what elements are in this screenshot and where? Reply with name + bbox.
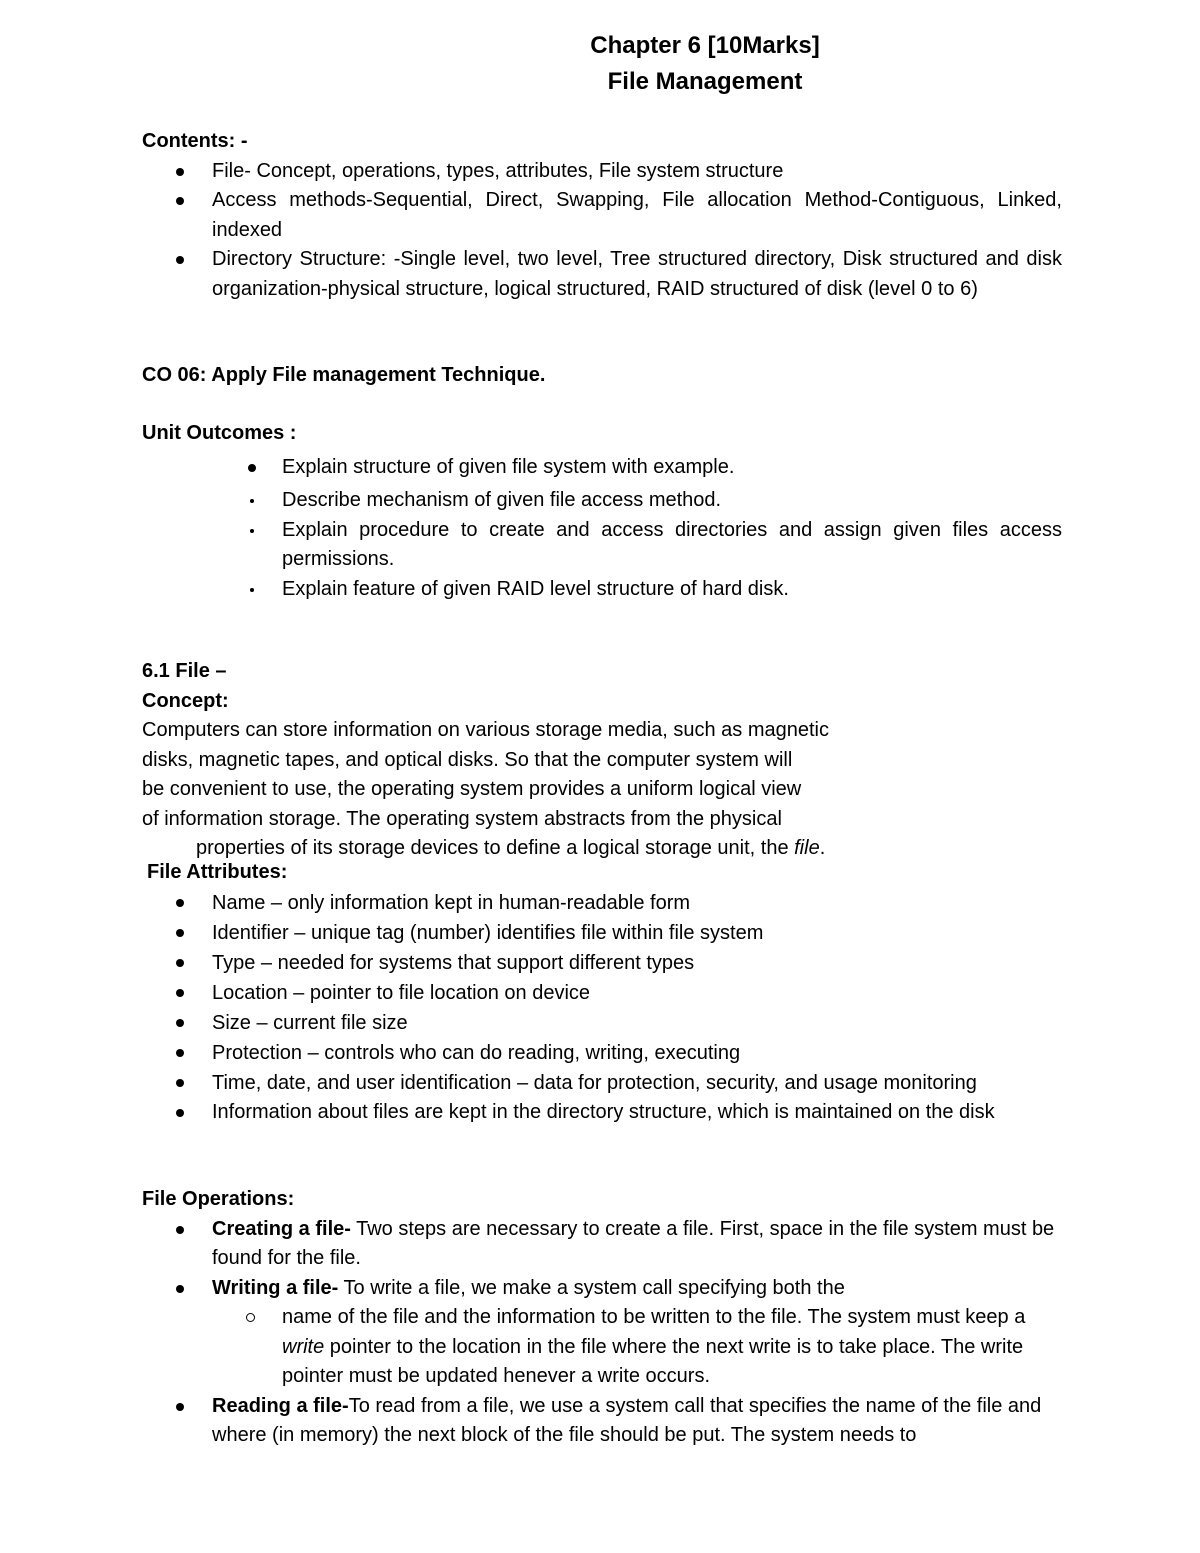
operation-text: To read from a file, we use a system call that specifies the name of the file and where (in memory) the next block of the file should be put. The system needs to	[212, 1394, 1042, 1446]
file-section	[142, 657, 1062, 864]
operation-name: Writing a file-	[212, 1276, 339, 1299]
operation-name: Creating a file-	[212, 1217, 351, 1240]
concept-text: properties of its storage devices to define a logical storage unit, the	[196, 837, 795, 859]
course-outcome: CO 06: Apply File management Technique.	[142, 364, 546, 386]
unit-outcomes-section	[142, 419, 1062, 604]
contents-list	[142, 157, 1062, 305]
contents-label: Contents: -	[142, 130, 248, 152]
list-item	[142, 1274, 1062, 1304]
operation-text: Two steps are necessary to create a file. First, space in the file system must be found for the file.	[212, 1217, 1055, 1269]
list-item: Name – only information kept in human-readable form	[142, 888, 1062, 918]
sub-text: pointer to the location in the file where the next write is to take place. The write pointer must be updated henever a write occurs.	[282, 1335, 1024, 1387]
concept-period: .	[819, 837, 826, 859]
chapter-heading: Chapter 6 [10Marks]	[590, 32, 820, 59]
operations-section	[142, 1185, 1062, 1451]
list-item: Directory Structure: -Single level, two level, Tree structured directory, Disk structured and disk organization-physical structure, logical structured, RAID structured of disk (level 0 to 6)	[142, 245, 1062, 304]
list-item: File- Concept, operations, types, attributes, File system structure	[142, 157, 1062, 187]
attributes-label: File Attributes:	[147, 861, 288, 883]
concept-line: Computers can store information on various storage media, such as magnetic	[142, 719, 830, 741]
list-item	[142, 1303, 1062, 1392]
sub-italic-word: write	[282, 1335, 325, 1358]
list-item: Information about files are kept in the directory structure, which is maintained on the disk	[142, 1098, 1062, 1127]
list-item: Type – needed for systems that support different types	[142, 948, 1062, 978]
concept-italic-word: file	[794, 837, 820, 859]
concept-line: disks, magnetic tapes, and optical disks. So that the computer system will	[142, 748, 793, 771]
operation-name: Reading a file-	[212, 1394, 349, 1417]
operation-text: To write a file, we make a system call specifying both the	[338, 1276, 845, 1299]
section-heading: 6.1 File –	[142, 660, 227, 682]
list-item: Protection – controls who can do reading, writing, executing	[142, 1038, 1062, 1068]
list-item: Access methods-Sequential, Direct, Swapping, File allocation Method-Contiguous, Linked, indexed	[142, 186, 1062, 245]
list-item: Explain procedure to create and access directories and assign given files access permissions.	[142, 516, 1062, 575]
list-item: Describe mechanism of given file access method.	[142, 486, 1062, 516]
concept-label: Concept:	[142, 689, 229, 712]
list-item: Identifier – unique tag (number) identifies file within file system	[142, 918, 1062, 948]
attributes-section	[142, 858, 1062, 1127]
unit-outcomes-label: Unit Outcomes :	[142, 422, 297, 444]
operations-label: File Operations:	[142, 1188, 295, 1210]
chapter-title: File Management	[607, 68, 803, 95]
writing-sub-list	[142, 1303, 1062, 1392]
list-item	[142, 1215, 1062, 1274]
list-item: Size – current file size	[142, 1008, 1062, 1038]
list-item: Explain structure of given file system with example.	[142, 453, 1062, 483]
concept-line: be convenient to use, the operating system provides a uniform logical view	[142, 778, 802, 800]
list-item: Time, date, and user identification – data for protection, security, and usage monitoring	[142, 1068, 1062, 1098]
contents-section	[142, 127, 1062, 304]
list-item	[142, 1392, 1062, 1451]
concept-line: of information storage. The operating system abstracts from the physical	[142, 807, 782, 830]
attributes-list	[142, 888, 1062, 1127]
sub-text: name of the file and the information to be written to the file. The system must keep a	[282, 1306, 1026, 1328]
list-item: Location – pointer to file location on device	[142, 978, 1062, 1008]
operations-list-continued	[142, 1392, 1062, 1451]
unit-outcomes-list	[142, 453, 1062, 605]
operations-list	[142, 1215, 1062, 1304]
list-item: Explain feature of given RAID level structure of hard disk.	[142, 575, 1062, 605]
